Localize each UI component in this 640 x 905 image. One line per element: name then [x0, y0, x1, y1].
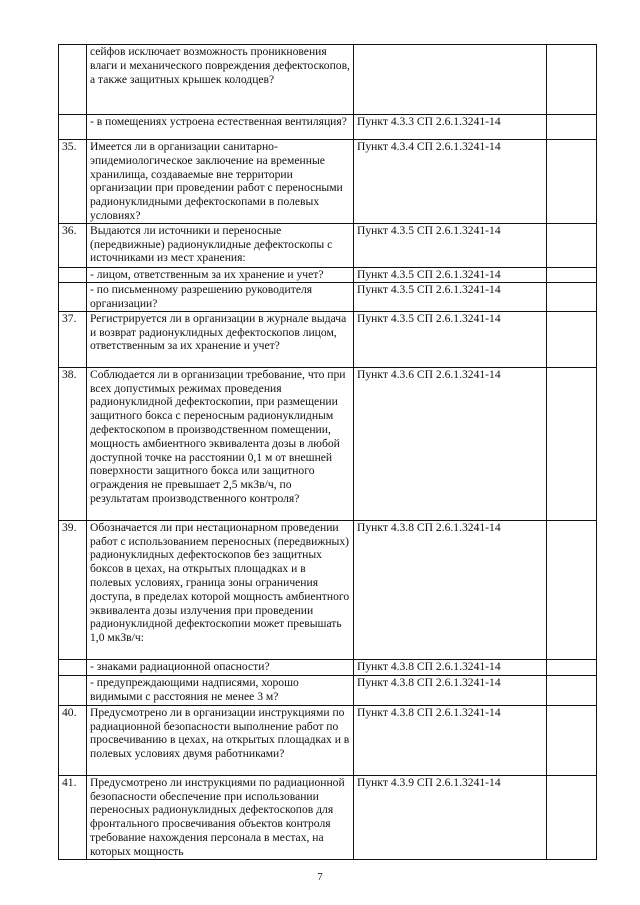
checklist-body	[59, 45, 597, 860]
table-row	[59, 705, 597, 775]
row-number	[59, 659, 87, 675]
requirement-text: - по письменному разрешению руководителя организации?	[87, 282, 354, 311]
answer-cell	[547, 282, 597, 311]
page-number: 7	[317, 871, 323, 883]
regulation-reference: Пункт 4.3.5 СП 2.6.1.3241-14	[354, 282, 547, 311]
row-number: 39.	[59, 520, 87, 659]
requirement-text: Имеется ли в организации санитарно-эпидемиологическое заключение на временные хранилища, создаваемые вне территории организации при проведении работ с переносными радионуклидными дефектоскопами в полевых условиях?	[87, 140, 354, 224]
answer-cell	[547, 115, 597, 140]
answer-cell	[547, 520, 597, 659]
regulation-reference: Пункт 4.3.6 СП 2.6.1.3241-14	[354, 367, 547, 520]
regulation-reference: Пункт 4.3.4 СП 2.6.1.3241-14	[354, 140, 547, 224]
regulation-reference: Пункт 4.3.8 СП 2.6.1.3241-14	[354, 675, 547, 705]
row-number: 35.	[59, 140, 87, 224]
table-row	[59, 45, 597, 115]
row-number: 38.	[59, 367, 87, 520]
requirement-text: Соблюдается ли в организации требование, что при всех допустимых режимах проведения радионуклидной дефектоскопии, при размещении защитного бокса с переносным радионуклидным дефектоскопом в производственном помещении, мощность амбиентного эквивалента дозы в любой доступной точке на расстоянии 0,1 м от внешней поверхности защитного бокса или защитного ограждения не превышает 2,5 мкЗв/ч, по результатам производственного контроля?	[87, 367, 354, 520]
row-number: 36.	[59, 223, 87, 267]
answer-cell	[547, 140, 597, 224]
row-number	[59, 45, 87, 115]
answer-cell	[547, 775, 597, 859]
requirement-text: Обозначается ли при нестационарном проведении работ с использованием переносных (передвижных) радионуклидных дефектоскопов без защитных боксов в цехах, на открытых площадках и в полевых условиях, граница зоны ограничения доступа, в пределах которой мощность амбиентного эквивалента дозы излучения при проведении радионуклидной дефектоскопии может превышать 1,0 мкЗв/ч:	[87, 520, 354, 659]
requirement-text: сейфов исключает возможность проникновения влаги и механического повреждения дефектоскопов, а также защитных крышек колодцев?	[87, 45, 354, 115]
requirement-text: - предупреждающими надписями, хорошо видимыми с расстояния не менее 3 м?	[87, 675, 354, 705]
answer-cell	[547, 311, 597, 367]
answer-cell	[547, 659, 597, 675]
answer-cell	[547, 45, 597, 115]
regulation-reference: Пункт 4.3.8 СП 2.6.1.3241-14	[354, 659, 547, 675]
answer-cell	[547, 705, 597, 775]
answer-cell	[547, 267, 597, 282]
row-number: 37.	[59, 311, 87, 367]
answer-cell	[547, 675, 597, 705]
regulation-reference: Пункт 4.3.8 СП 2.6.1.3241-14	[354, 705, 547, 775]
row-number	[59, 115, 87, 140]
table-row	[59, 115, 597, 140]
regulation-reference: Пункт 4.3.5 СП 2.6.1.3241-14	[354, 311, 547, 367]
answer-cell	[547, 367, 597, 520]
requirement-text: Предусмотрено ли инструкциями по радиационной безопасности обеспечение при использовании переносных радионуклидных дефектоскопов для фронтального просвечивания объектов контроля требование нахождения персонала в местах, на которых мощность	[87, 775, 354, 859]
regulation-reference: Пункт 4.3.9 СП 2.6.1.3241-14	[354, 775, 547, 859]
table-row	[59, 520, 597, 659]
requirement-text: - знаками радиационной опасности?	[87, 659, 354, 675]
row-number	[59, 675, 87, 705]
row-number: 40.	[59, 705, 87, 775]
requirement-text: - в помещениях устроена естественная вентиляция?	[87, 115, 354, 140]
table-row	[59, 223, 597, 267]
checklist-table	[58, 44, 597, 860]
row-number: 41.	[59, 775, 87, 859]
regulation-reference: Пункт 4.3.5 СП 2.6.1.3241-14	[354, 223, 547, 267]
table-row	[59, 267, 597, 282]
table-row	[59, 775, 597, 859]
row-number	[59, 267, 87, 282]
table-row	[59, 675, 597, 705]
answer-cell	[547, 223, 597, 267]
regulation-reference: Пункт 4.3.5 СП 2.6.1.3241-14	[354, 267, 547, 282]
table-row	[59, 282, 597, 311]
table-row	[59, 367, 597, 520]
table-row	[59, 311, 597, 367]
regulation-reference	[354, 45, 547, 115]
table-row	[59, 140, 597, 224]
regulation-reference: Пункт 4.3.8 СП 2.6.1.3241-14	[354, 520, 547, 659]
table-row	[59, 659, 597, 675]
row-number	[59, 282, 87, 311]
regulation-reference: Пункт 4.3.3 СП 2.6.1.3241-14	[354, 115, 547, 140]
requirement-text: - лицом, ответственным за их хранение и учет?	[87, 267, 354, 282]
requirement-text: Регистрируется ли в организации в журнале выдача и возврат радионуклидных дефектоскопов лицом, ответственным за их хранение и учет?	[87, 311, 354, 367]
requirement-text: Выдаются ли источники и переносные (передвижные) радионуклидные дефектоскопы с источниками из мест хранения:	[87, 223, 354, 267]
requirement-text: Предусмотрено ли в организации инструкциями по радиационной безопасности выполнение работ по просвечиванию в цехах, на открытых площадках и в полевых условиях двумя работниками?	[87, 705, 354, 775]
